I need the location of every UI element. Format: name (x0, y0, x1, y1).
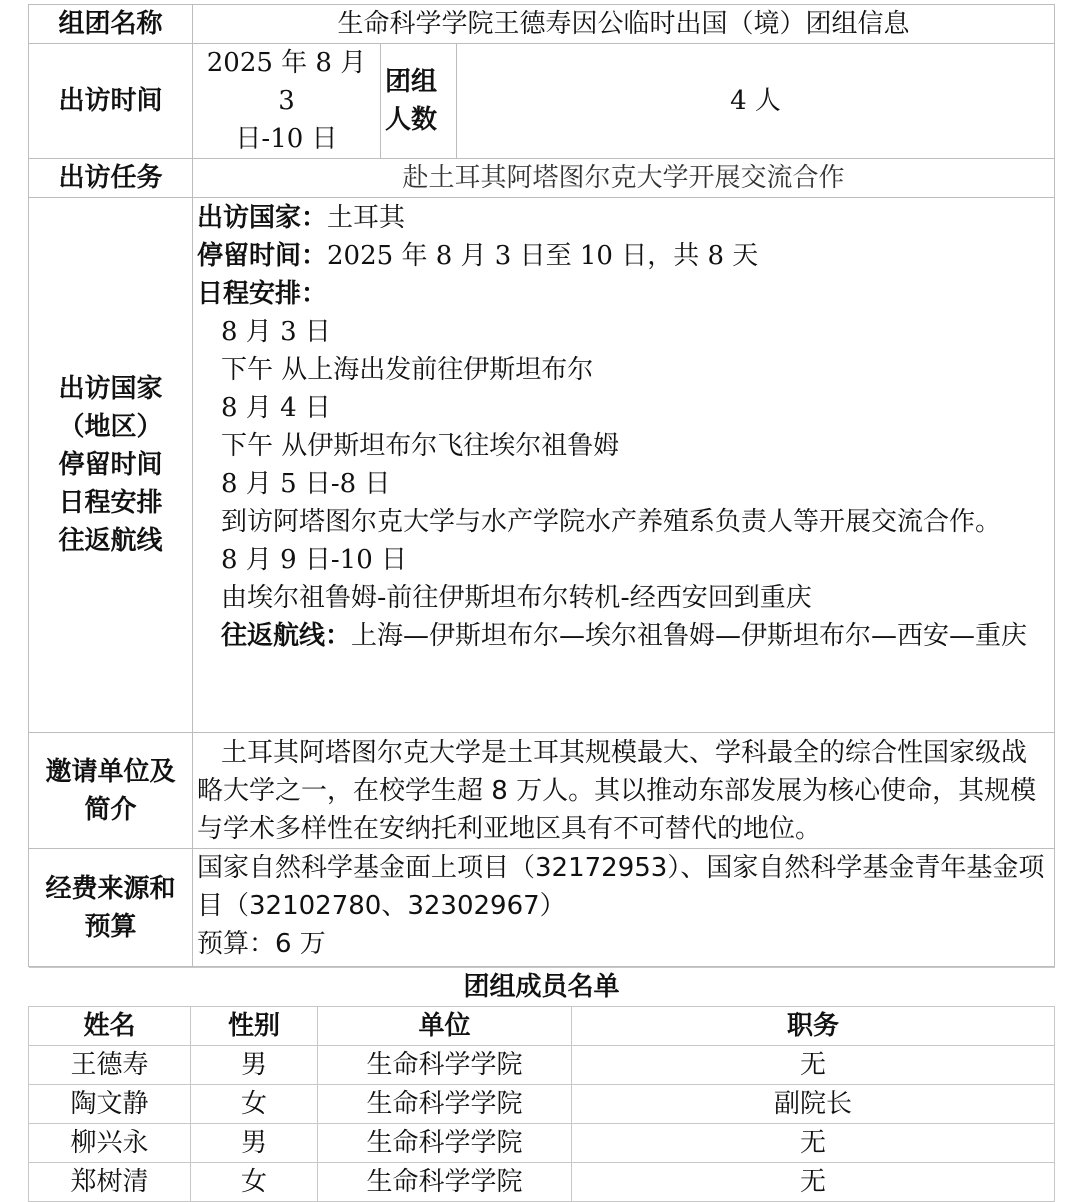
schedule-date: 8 月 5 日-8 日 (221, 469, 391, 499)
header-unit: 单位 (318, 1007, 572, 1046)
members-title-row (29, 968, 1055, 1007)
header-name: 姓名 (29, 1007, 191, 1046)
detail-content (193, 198, 1055, 733)
inviter-value: 土耳其阿塔图尔克大学是土耳其规模最大、学科最全的综合性国家级战略大学之一，在校学生超 8 万人。其以推动东部发展为核心使命，其规模与学术多样性在安纳托利亚地区具有不可替代的地位。 (193, 733, 1055, 849)
task-label: 出访任务 (29, 159, 193, 198)
schedule-text: 下午 从上海出发前往伊斯坦布尔 (221, 355, 594, 385)
member-position: 无 (572, 1046, 1055, 1085)
people-value: 4 人 (457, 44, 1055, 159)
schedule-text: 到访阿塔图尔克大学与水产学院水产养殖系负责人等开展交流合作。 (221, 507, 1002, 537)
stay-value: 2025 年 8 月 3 日至 10 日，共 8 天 (327, 241, 759, 271)
people-label-line2: 人数 (385, 105, 438, 135)
visit-time-label: 出访时间 (29, 44, 193, 159)
visit-time-value (193, 44, 381, 159)
people-label-line1: 团组 (385, 67, 438, 97)
schedule-text: 由埃尔祖鲁姆-前往伊斯坦布尔转机-经西安回到重庆 (221, 583, 812, 613)
detail-label-line: 往返航线 (58, 526, 163, 556)
country-label: 出访国家： (197, 203, 328, 233)
info-table (28, 4, 1055, 967)
detail-label-line: 日程安排 (58, 488, 163, 518)
funding-row (29, 849, 1055, 967)
schedule-date: 8 月 3 日 (221, 317, 331, 347)
header-position: 职务 (572, 1007, 1055, 1046)
funding-label-line1: 经费来源和 (45, 873, 176, 904)
visit-time-line2: 日-10 日 (235, 124, 338, 154)
table-row (29, 1124, 1055, 1163)
member-name: 郑树清 (29, 1163, 191, 1202)
table-row (29, 1046, 1055, 1085)
table-row (29, 1163, 1055, 1202)
schedule-date: 8 月 4 日 (221, 393, 331, 423)
member-name: 陶文静 (29, 1085, 191, 1124)
schedule-date: 8 月 9 日-10 日 (221, 545, 408, 575)
detail-row (29, 198, 1055, 733)
inviter-row (29, 733, 1055, 849)
member-gender: 女 (191, 1163, 318, 1202)
member-gender: 男 (191, 1046, 318, 1085)
inviter-label-line1: 邀请单位及 (45, 756, 176, 787)
schedule-label: 日程安排： (197, 279, 328, 309)
people-label (381, 44, 457, 159)
group-name-row (29, 5, 1055, 44)
member-unit: 生命科学学院 (318, 1124, 572, 1163)
group-name-label: 组团名称 (29, 5, 193, 44)
detail-label (29, 198, 193, 733)
header-gender: 性别 (191, 1007, 318, 1046)
detail-label-line: 出访国家 (58, 374, 163, 404)
group-name-value: 生命科学学院王德寿因公临时出国（境）团组信息 (193, 5, 1055, 44)
members-table (28, 967, 1055, 1202)
funding-label-line2: 预算 (84, 911, 137, 942)
members-header-row (29, 1007, 1055, 1046)
visit-time-line1: 2025 年 8 月 3 (206, 48, 367, 116)
funding-label (29, 849, 193, 967)
route-line (197, 617, 1050, 655)
route-value: 上海—伊斯坦布尔—埃尔祖鲁姆—伊斯坦布尔—西安—重庆 (351, 621, 1028, 651)
member-unit: 生命科学学院 (318, 1085, 572, 1124)
member-gender: 男 (191, 1124, 318, 1163)
member-name: 柳兴永 (29, 1124, 191, 1163)
inviter-label (29, 733, 193, 849)
members-title: 团组成员名单 (29, 968, 1055, 1007)
member-position: 无 (572, 1163, 1055, 1202)
member-unit: 生命科学学院 (318, 1046, 572, 1085)
task-row (29, 159, 1055, 198)
schedule-text: 下午 从伊斯坦布尔飞往埃尔祖鲁姆 (221, 431, 620, 461)
detail-label-line: 停留时间 (58, 450, 163, 480)
budget-text: 预算：6 万 (197, 929, 326, 959)
route-label: 往返航线： (221, 621, 352, 651)
visit-time-row (29, 44, 1055, 159)
member-unit: 生命科学学院 (318, 1163, 572, 1202)
stay-line (197, 237, 1050, 275)
stay-label: 停留时间： (197, 241, 328, 271)
member-name: 王德寿 (29, 1046, 191, 1085)
table-row (29, 1085, 1055, 1124)
detail-label-line: （地区） (58, 412, 163, 442)
country-value: 土耳其 (327, 203, 406, 233)
member-position: 无 (572, 1124, 1055, 1163)
funding-text: 国家自然科学基金面上项目（32172953）、国家自然科学基金青年基金项目（32102780、32302967） (197, 853, 1045, 921)
member-gender: 女 (191, 1085, 318, 1124)
task-value: 赴土耳其阿塔图尔克大学开展交流合作 (193, 159, 1055, 198)
funding-value (193, 849, 1055, 967)
member-position: 副院长 (572, 1085, 1055, 1124)
country-line (197, 199, 1050, 237)
inviter-label-line2: 简介 (84, 794, 137, 825)
document-sheet (28, 4, 1055, 1202)
